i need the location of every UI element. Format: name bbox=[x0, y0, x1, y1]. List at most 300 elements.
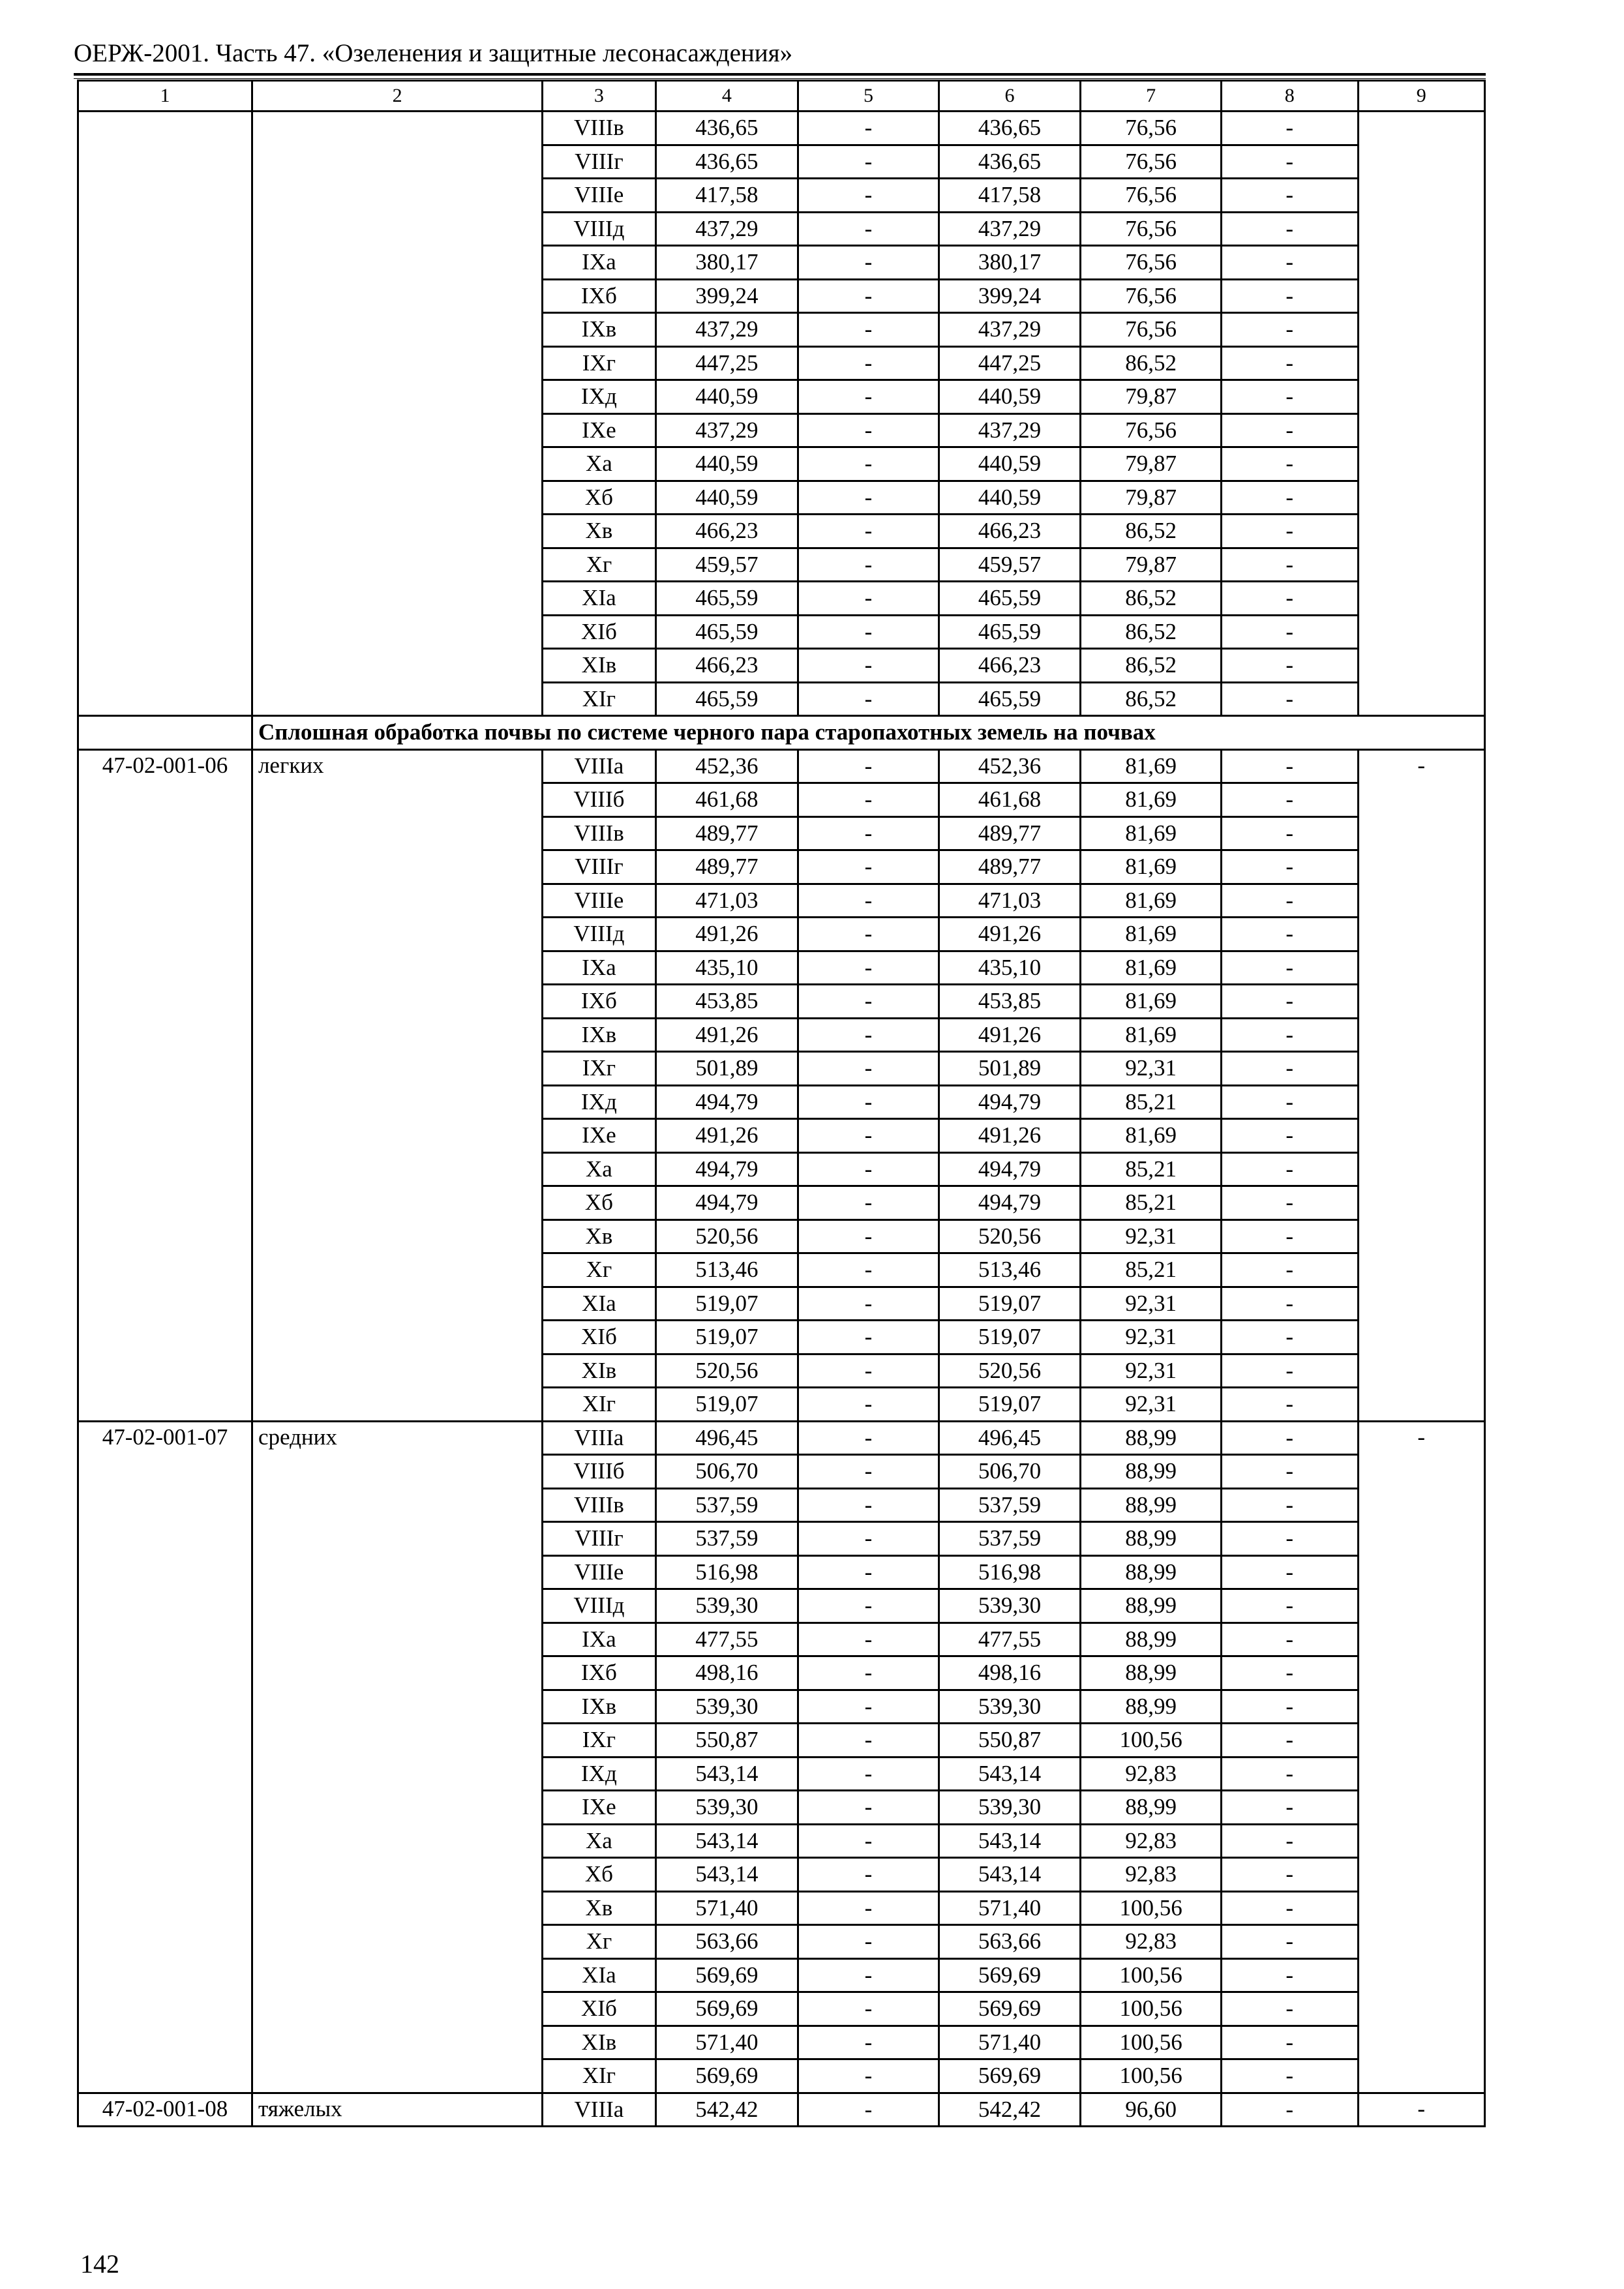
col5-cell: - bbox=[798, 1219, 939, 1253]
col6-cell: 516,98 bbox=[939, 1555, 1081, 1589]
col5-cell: - bbox=[798, 850, 939, 884]
col7-cell: 76,56 bbox=[1081, 279, 1222, 313]
col7-cell: 92,31 bbox=[1081, 1321, 1222, 1354]
zone-cell: XIг bbox=[543, 2059, 655, 2093]
col5-cell: - bbox=[798, 1757, 939, 1791]
zone-cell: XIа bbox=[543, 1287, 655, 1321]
col8-cell: - bbox=[1221, 918, 1358, 951]
page-header-title: ОЕРЖ-2001. Часть 47. «Озеленения и защитные лесонасаждения» bbox=[74, 39, 793, 67]
col6-cell: 380,17 bbox=[939, 246, 1081, 280]
total-cost-cell: 447,25 bbox=[655, 346, 798, 380]
col5-cell: - bbox=[798, 1690, 939, 1724]
total-cost-cell: 491,26 bbox=[655, 918, 798, 951]
col8-cell: - bbox=[1221, 548, 1358, 582]
col7-cell: 88,99 bbox=[1081, 1690, 1222, 1724]
zone-cell: IXд bbox=[543, 380, 655, 414]
col6-cell: 491,26 bbox=[939, 1018, 1081, 1052]
col7-cell: 76,56 bbox=[1081, 145, 1222, 179]
col5-cell: - bbox=[798, 481, 939, 515]
total-cost-cell: 519,07 bbox=[655, 1287, 798, 1321]
total-cost-cell: 537,59 bbox=[655, 1522, 798, 1556]
zone-cell: XIб bbox=[543, 615, 655, 649]
zone-cell: VIIIд bbox=[543, 918, 655, 951]
total-cost-cell: 417,58 bbox=[655, 179, 798, 213]
col8-cell: - bbox=[1221, 1555, 1358, 1589]
col7-cell: 79,87 bbox=[1081, 447, 1222, 481]
col7-cell: 81,69 bbox=[1081, 850, 1222, 884]
column-header: 7 bbox=[1081, 81, 1222, 112]
col6-cell: 436,65 bbox=[939, 112, 1081, 145]
col8-cell: - bbox=[1221, 1958, 1358, 1992]
total-cost-cell: 437,29 bbox=[655, 313, 798, 347]
zone-cell: IXа bbox=[543, 951, 655, 985]
total-cost-cell: 465,59 bbox=[655, 582, 798, 616]
col6-cell: 436,65 bbox=[939, 145, 1081, 179]
zone-cell: VIIIб bbox=[543, 783, 655, 817]
col8-cell: - bbox=[1221, 279, 1358, 313]
col6-cell: 498,16 bbox=[939, 1656, 1081, 1690]
total-cost-cell: 543,14 bbox=[655, 1858, 798, 1892]
col8-cell: - bbox=[1221, 1354, 1358, 1388]
col6-cell: 537,59 bbox=[939, 1522, 1081, 1556]
col8-cell: - bbox=[1221, 1287, 1358, 1321]
col5-cell: - bbox=[798, 1992, 939, 2026]
rate-code-cell: 47-02-001-07 bbox=[78, 1421, 252, 2093]
total-cost-cell: 519,07 bbox=[655, 1388, 798, 1422]
zone-cell: XIб bbox=[543, 1321, 655, 1354]
col8-cell: - bbox=[1221, 1992, 1358, 2026]
column-header: 6 bbox=[939, 81, 1081, 112]
col5-cell: - bbox=[798, 1152, 939, 1186]
col5-cell: - bbox=[798, 1858, 939, 1892]
col8-cell: - bbox=[1221, 1757, 1358, 1791]
col6-cell: 440,59 bbox=[939, 447, 1081, 481]
zone-cell: IXа bbox=[543, 246, 655, 280]
zone-cell: VIIIг bbox=[543, 1522, 655, 1556]
total-cost-cell: 506,70 bbox=[655, 1455, 798, 1489]
column-header: 4 bbox=[655, 81, 798, 112]
col5-cell: - bbox=[798, 1891, 939, 1925]
col5-cell: - bbox=[798, 649, 939, 683]
col6-cell: 494,79 bbox=[939, 1085, 1081, 1119]
total-cost-cell: 471,03 bbox=[655, 884, 798, 918]
col6-cell: 489,77 bbox=[939, 816, 1081, 850]
zone-cell: VIIIа bbox=[543, 749, 655, 783]
soil-type-cell: тяжелых bbox=[252, 2093, 542, 2127]
col8-cell: - bbox=[1221, 850, 1358, 884]
zone-cell: VIIIв bbox=[543, 112, 655, 145]
total-cost-cell: 494,79 bbox=[655, 1085, 798, 1119]
col8-cell: - bbox=[1221, 380, 1358, 414]
col7-cell: 86,52 bbox=[1081, 346, 1222, 380]
col8-cell: - bbox=[1221, 1018, 1358, 1052]
col8-cell: - bbox=[1221, 1522, 1358, 1556]
total-cost-cell: 440,59 bbox=[655, 481, 798, 515]
col5-cell: - bbox=[798, 918, 939, 951]
zone-cell: IXв bbox=[543, 1690, 655, 1724]
col5-cell: - bbox=[798, 1253, 939, 1287]
col8-cell: - bbox=[1221, 1455, 1358, 1489]
total-cost-cell: 440,59 bbox=[655, 447, 798, 481]
col6-cell: 437,29 bbox=[939, 313, 1081, 347]
col7-cell: 81,69 bbox=[1081, 783, 1222, 817]
col5-cell: - bbox=[798, 1287, 939, 1321]
zone-cell: VIIIв bbox=[543, 1488, 655, 1522]
column-header: 2 bbox=[252, 81, 542, 112]
col5-cell: - bbox=[798, 1925, 939, 1959]
col7-cell: 92,31 bbox=[1081, 1287, 1222, 1321]
col7-cell: 76,56 bbox=[1081, 313, 1222, 347]
soil-type-cell: средних bbox=[252, 1421, 542, 2093]
col7-cell: 81,69 bbox=[1081, 1018, 1222, 1052]
col7-cell: 88,99 bbox=[1081, 1589, 1222, 1623]
col7-cell: 100,56 bbox=[1081, 1891, 1222, 1925]
col7-cell: 92,83 bbox=[1081, 1824, 1222, 1858]
rate-code-cell: 47-02-001-06 bbox=[78, 749, 252, 1421]
zone-cell: IXг bbox=[543, 346, 655, 380]
table-body bbox=[78, 81, 1485, 2127]
total-cost-cell: 437,29 bbox=[655, 212, 798, 246]
col5-cell: - bbox=[798, 682, 939, 716]
col6-cell: 506,70 bbox=[939, 1455, 1081, 1489]
col7-cell: 100,56 bbox=[1081, 1992, 1222, 2026]
col7-cell: 79,87 bbox=[1081, 380, 1222, 414]
total-cost-cell: 489,77 bbox=[655, 850, 798, 884]
col7-cell: 88,99 bbox=[1081, 1421, 1222, 1455]
col6-cell: 453,85 bbox=[939, 985, 1081, 1019]
col7-cell: 85,21 bbox=[1081, 1253, 1222, 1287]
col5-cell: - bbox=[798, 380, 939, 414]
col8-cell: - bbox=[1221, 615, 1358, 649]
col7-cell: 86,52 bbox=[1081, 682, 1222, 716]
zone-cell: IXд bbox=[543, 1757, 655, 1791]
col7-cell: 76,56 bbox=[1081, 179, 1222, 213]
col7-cell: 76,56 bbox=[1081, 246, 1222, 280]
col7-cell: 86,52 bbox=[1081, 515, 1222, 548]
col6-cell: 539,30 bbox=[939, 1690, 1081, 1724]
zone-cell: VIIIв bbox=[543, 816, 655, 850]
col6-cell: 519,07 bbox=[939, 1321, 1081, 1354]
col8-cell: - bbox=[1221, 1724, 1358, 1758]
col7-cell: 92,31 bbox=[1081, 1354, 1222, 1388]
total-cost-cell: 440,59 bbox=[655, 380, 798, 414]
zone-cell: XIв bbox=[543, 2026, 655, 2059]
col5-cell: - bbox=[798, 346, 939, 380]
col5-cell: - bbox=[798, 1623, 939, 1656]
zone-cell: IXв bbox=[543, 313, 655, 347]
col5-cell: - bbox=[798, 749, 939, 783]
zone-cell: IXб bbox=[543, 1656, 655, 1690]
total-cost-cell: 571,40 bbox=[655, 2026, 798, 2059]
zone-cell: IXб bbox=[543, 985, 655, 1019]
col8-cell: - bbox=[1221, 1219, 1358, 1253]
col7-cell: 81,69 bbox=[1081, 816, 1222, 850]
header-rule-thick bbox=[74, 73, 1486, 76]
col9-cell: - bbox=[1358, 2093, 1485, 2127]
col6-cell: 543,14 bbox=[939, 1824, 1081, 1858]
col7-cell: 76,56 bbox=[1081, 212, 1222, 246]
col7-cell: 76,56 bbox=[1081, 112, 1222, 145]
col8-cell: - bbox=[1221, 1858, 1358, 1892]
col8-cell: - bbox=[1221, 515, 1358, 548]
total-cost-cell: 539,30 bbox=[655, 1791, 798, 1825]
col8-cell: - bbox=[1221, 246, 1358, 280]
col8-cell: - bbox=[1221, 1824, 1358, 1858]
total-cost-cell: 489,77 bbox=[655, 816, 798, 850]
col6-cell: 520,56 bbox=[939, 1219, 1081, 1253]
col5-cell: - bbox=[798, 279, 939, 313]
col6-cell: 543,14 bbox=[939, 1757, 1081, 1791]
col5-cell: - bbox=[798, 1791, 939, 1825]
col7-cell: 92,31 bbox=[1081, 1052, 1222, 1086]
zone-cell: Xа bbox=[543, 447, 655, 481]
col5-cell: - bbox=[798, 1052, 939, 1086]
zone-cell: Xг bbox=[543, 548, 655, 582]
column-header: 5 bbox=[798, 81, 939, 112]
col6-cell: 452,36 bbox=[939, 749, 1081, 783]
col8-cell: - bbox=[1221, 313, 1358, 347]
total-cost-cell: 501,89 bbox=[655, 1052, 798, 1086]
col6-cell: 563,66 bbox=[939, 1925, 1081, 1959]
col8-cell: - bbox=[1221, 1119, 1358, 1153]
col7-cell: 100,56 bbox=[1081, 2026, 1222, 2059]
col5-cell: - bbox=[798, 112, 939, 145]
zone-cell: Xа bbox=[543, 1152, 655, 1186]
col5-cell: - bbox=[798, 582, 939, 616]
col8-cell: - bbox=[1221, 1421, 1358, 1455]
zone-cell: VIIIа bbox=[543, 2093, 655, 2127]
total-cost-cell: 539,30 bbox=[655, 1589, 798, 1623]
col5-cell: - bbox=[798, 2059, 939, 2093]
zone-cell: Xг bbox=[543, 1925, 655, 1959]
col5-cell: - bbox=[798, 179, 939, 213]
zone-cell: Xа bbox=[543, 1824, 655, 1858]
col8-cell: - bbox=[1221, 179, 1358, 213]
col8-cell: - bbox=[1221, 1623, 1358, 1656]
zone-cell: Xб bbox=[543, 481, 655, 515]
col5-cell: - bbox=[798, 1824, 939, 1858]
column-header: 1 bbox=[78, 81, 252, 112]
col6-cell: 520,56 bbox=[939, 1354, 1081, 1388]
zone-cell: IXб bbox=[543, 279, 655, 313]
col7-cell: 88,99 bbox=[1081, 1623, 1222, 1656]
col8-cell: - bbox=[1221, 682, 1358, 716]
col6-cell: 501,89 bbox=[939, 1052, 1081, 1086]
col5-cell: - bbox=[798, 1555, 939, 1589]
column-header: 3 bbox=[543, 81, 655, 112]
total-cost-cell: 380,17 bbox=[655, 246, 798, 280]
col7-cell: 92,31 bbox=[1081, 1388, 1222, 1422]
col5-cell: - bbox=[798, 447, 939, 481]
col6-cell: 466,23 bbox=[939, 515, 1081, 548]
col6-cell: 519,07 bbox=[939, 1388, 1081, 1422]
col5-cell: - bbox=[798, 2026, 939, 2059]
col7-cell: 81,69 bbox=[1081, 918, 1222, 951]
col5-cell: - bbox=[798, 1488, 939, 1522]
zone-cell: XIа bbox=[543, 582, 655, 616]
col8-cell: - bbox=[1221, 112, 1358, 145]
col7-cell: 88,99 bbox=[1081, 1488, 1222, 1522]
col5-cell: - bbox=[798, 1018, 939, 1052]
col6-cell: 447,25 bbox=[939, 346, 1081, 380]
total-cost-cell: 459,57 bbox=[655, 548, 798, 582]
total-cost-cell: 550,87 bbox=[655, 1724, 798, 1758]
total-cost-cell: 461,68 bbox=[655, 783, 798, 817]
code-cell bbox=[78, 112, 252, 716]
zone-cell: VIIIа bbox=[543, 1421, 655, 1455]
col6-cell: 571,40 bbox=[939, 1891, 1081, 1925]
col6-cell: 465,59 bbox=[939, 615, 1081, 649]
col5-cell: - bbox=[798, 246, 939, 280]
total-cost-cell: 399,24 bbox=[655, 279, 798, 313]
col7-cell: 81,69 bbox=[1081, 1119, 1222, 1153]
col5-cell: - bbox=[798, 313, 939, 347]
col8-cell: - bbox=[1221, 1891, 1358, 1925]
section-title: Сплошная обработка почвы по системе черного пара старопахотных земель на почвах bbox=[252, 716, 1484, 750]
col8-cell: - bbox=[1221, 1152, 1358, 1186]
section-blank-cell bbox=[78, 716, 252, 750]
col5-cell: - bbox=[798, 1354, 939, 1388]
zone-cell: IXг bbox=[543, 1052, 655, 1086]
zone-cell: XIг bbox=[543, 1388, 655, 1422]
col9-cell: - bbox=[1358, 749, 1485, 1421]
zone-cell: VIIIе bbox=[543, 1555, 655, 1589]
col6-cell: 571,40 bbox=[939, 2026, 1081, 2059]
col5-cell: - bbox=[798, 1724, 939, 1758]
soil-type-cell: легких bbox=[252, 749, 542, 1421]
col6-cell: 569,69 bbox=[939, 1992, 1081, 2026]
total-cost-cell: 453,85 bbox=[655, 985, 798, 1019]
col5-cell: - bbox=[798, 145, 939, 179]
zone-cell: IXа bbox=[543, 1623, 655, 1656]
col9-cell bbox=[1358, 112, 1485, 716]
col6-cell: 466,23 bbox=[939, 649, 1081, 683]
col7-cell: 92,83 bbox=[1081, 1858, 1222, 1892]
col8-cell: - bbox=[1221, 346, 1358, 380]
col5-cell: - bbox=[798, 985, 939, 1019]
col8-cell: - bbox=[1221, 1052, 1358, 1086]
zone-cell: VIIIд bbox=[543, 1589, 655, 1623]
col6-cell: 417,58 bbox=[939, 179, 1081, 213]
total-cost-cell: 435,10 bbox=[655, 951, 798, 985]
col5-cell: - bbox=[798, 1186, 939, 1220]
col8-cell: - bbox=[1221, 582, 1358, 616]
total-cost-cell: 569,69 bbox=[655, 1992, 798, 2026]
total-cost-cell: 496,45 bbox=[655, 1421, 798, 1455]
total-cost-cell: 543,14 bbox=[655, 1824, 798, 1858]
total-cost-cell: 465,59 bbox=[655, 682, 798, 716]
col5-cell: - bbox=[798, 783, 939, 817]
col6-cell: 542,42 bbox=[939, 2093, 1081, 2127]
zone-cell: Xв bbox=[543, 1219, 655, 1253]
zone-cell: VIIIг bbox=[543, 850, 655, 884]
col8-cell: - bbox=[1221, 1791, 1358, 1825]
col6-cell: 537,59 bbox=[939, 1488, 1081, 1522]
col8-cell: - bbox=[1221, 1656, 1358, 1690]
col6-cell: 459,57 bbox=[939, 548, 1081, 582]
col7-cell: 81,69 bbox=[1081, 951, 1222, 985]
col8-cell: - bbox=[1221, 212, 1358, 246]
col6-cell: 519,07 bbox=[939, 1287, 1081, 1321]
zone-cell: VIIIб bbox=[543, 1455, 655, 1489]
col6-cell: 465,59 bbox=[939, 682, 1081, 716]
total-cost-cell: 543,14 bbox=[655, 1757, 798, 1791]
total-cost-cell: 571,40 bbox=[655, 1891, 798, 1925]
col5-cell: - bbox=[798, 1958, 939, 1992]
col7-cell: 92,83 bbox=[1081, 1925, 1222, 1959]
col8-cell: - bbox=[1221, 951, 1358, 985]
col8-cell: - bbox=[1221, 1388, 1358, 1422]
col6-cell: 543,14 bbox=[939, 1858, 1081, 1892]
col8-cell: - bbox=[1221, 2059, 1358, 2093]
zone-cell: IXе bbox=[543, 1119, 655, 1153]
col7-cell: 88,99 bbox=[1081, 1555, 1222, 1589]
total-cost-cell: 466,23 bbox=[655, 515, 798, 548]
col6-cell: 539,30 bbox=[939, 1589, 1081, 1623]
col6-cell: 496,45 bbox=[939, 1421, 1081, 1455]
zone-cell: IXг bbox=[543, 1724, 655, 1758]
zone-cell: Xв bbox=[543, 515, 655, 548]
col6-cell: 550,87 bbox=[939, 1724, 1081, 1758]
col8-cell: - bbox=[1221, 1488, 1358, 1522]
total-cost-cell: 537,59 bbox=[655, 1488, 798, 1522]
total-cost-cell: 569,69 bbox=[655, 1958, 798, 1992]
zone-cell: XIб bbox=[543, 1992, 655, 2026]
total-cost-cell: 465,59 bbox=[655, 615, 798, 649]
col6-cell: 513,46 bbox=[939, 1253, 1081, 1287]
total-cost-cell: 516,98 bbox=[655, 1555, 798, 1589]
col5-cell: - bbox=[798, 1421, 939, 1455]
col6-cell: 437,29 bbox=[939, 212, 1081, 246]
col8-cell: - bbox=[1221, 1085, 1358, 1119]
column-number-row bbox=[78, 81, 1485, 112]
rates-table bbox=[77, 80, 1486, 2127]
total-cost-cell: 563,66 bbox=[655, 1925, 798, 1959]
col7-cell: 88,99 bbox=[1081, 1455, 1222, 1489]
name-cell bbox=[252, 112, 542, 716]
col8-cell: - bbox=[1221, 1589, 1358, 1623]
col8-cell: - bbox=[1221, 447, 1358, 481]
zone-cell: Xб bbox=[543, 1858, 655, 1892]
total-cost-cell: 539,30 bbox=[655, 1690, 798, 1724]
total-cost-cell: 519,07 bbox=[655, 1321, 798, 1354]
zone-cell: XIа bbox=[543, 1958, 655, 1992]
col5-cell: - bbox=[798, 548, 939, 582]
total-cost-cell: 437,29 bbox=[655, 413, 798, 447]
col7-cell: 100,56 bbox=[1081, 1958, 1222, 1992]
col7-cell: 85,21 bbox=[1081, 1085, 1222, 1119]
col7-cell: 88,99 bbox=[1081, 1791, 1222, 1825]
col7-cell: 81,69 bbox=[1081, 749, 1222, 783]
col7-cell: 79,87 bbox=[1081, 481, 1222, 515]
col8-cell: - bbox=[1221, 649, 1358, 683]
total-cost-cell: 491,26 bbox=[655, 1119, 798, 1153]
total-cost-cell: 452,36 bbox=[655, 749, 798, 783]
col5-cell: - bbox=[798, 816, 939, 850]
col6-cell: 489,77 bbox=[939, 850, 1081, 884]
column-header: 8 bbox=[1221, 81, 1358, 112]
col6-cell: 494,79 bbox=[939, 1186, 1081, 1220]
zone-cell: Xг bbox=[543, 1253, 655, 1287]
zone-cell: XIв bbox=[543, 1354, 655, 1388]
zone-cell: VIIIе bbox=[543, 179, 655, 213]
table-row bbox=[78, 112, 1485, 145]
header-rule-thin bbox=[74, 78, 1486, 79]
table-row bbox=[78, 2093, 1485, 2127]
col7-cell: 86,52 bbox=[1081, 582, 1222, 616]
col8-cell: - bbox=[1221, 481, 1358, 515]
col8-cell: - bbox=[1221, 985, 1358, 1019]
